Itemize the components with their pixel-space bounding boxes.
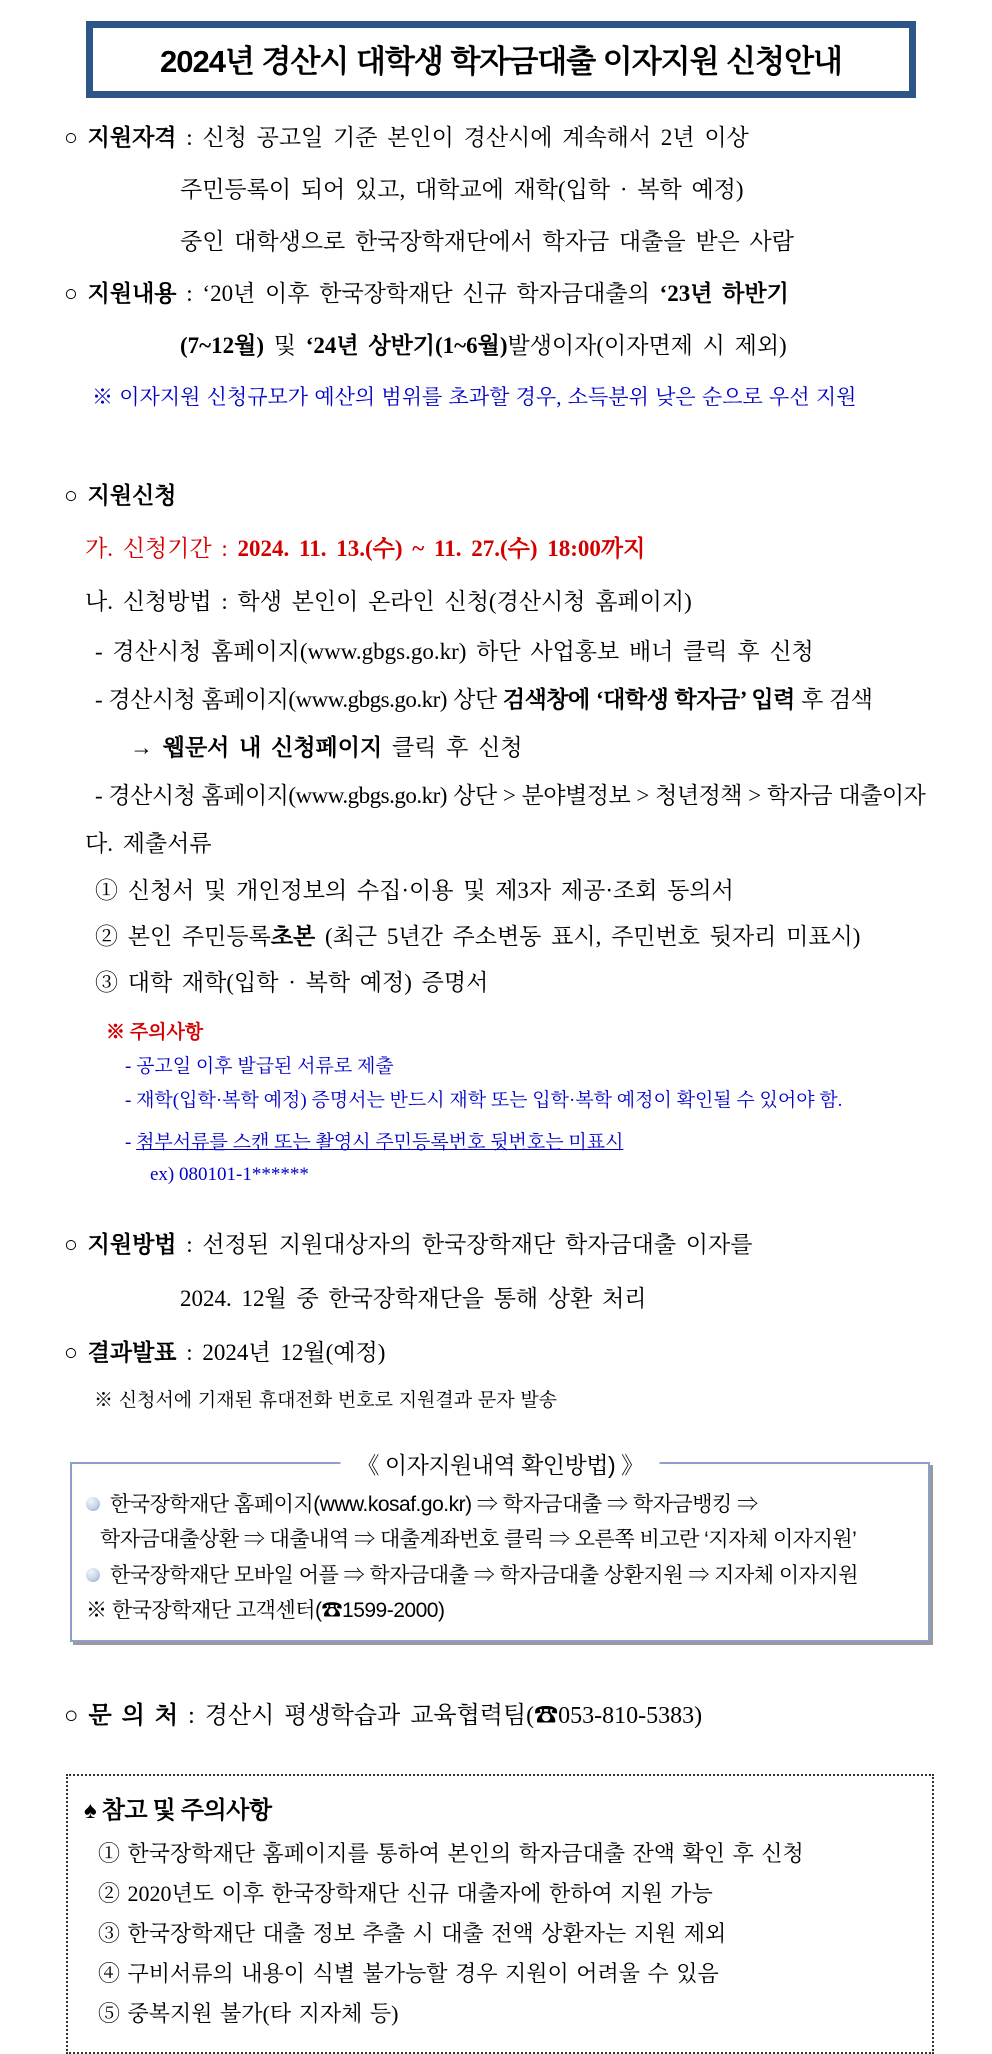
support-content-bold-3: ‘24년 상반기(1~6월) [305,333,508,358]
support-method-text: : 선정된 지원대상자의 한국장학재단 학자금대출 이자를 [176,1232,753,1257]
contact-text: : 경산시 평생학습과 교육협력팀(☎053-810-5383) [178,1702,703,1729]
support-content-mid: 및 [264,333,306,358]
result-text: : 2024년 12월(예정) [176,1340,386,1365]
submission-doc-3: ③ 대학 재학(입학 · 복학 예정) 증명서 [95,970,489,995]
reference-notes-title: 참고 및 주의사항 [96,1797,272,1824]
contact-line [64,1688,940,1744]
application-method-line: 나. 신청방법 : 학생 본인이 온라인 신청(경산시청 홈페이지) [85,589,692,614]
application-dash2-bold: 검색창에 ‘대학생 학자금’ 입력 [502,687,795,712]
circle-bullet: ○ [64,125,88,150]
result-label: 결과발표 [87,1340,177,1365]
check-method-mobile-text: 한국장학재단 모바일 어플 ⇒ 학자금대출 ⇒ 학자금대출 상환지원 ⇒ 지자체 이자지원 [110,1563,858,1587]
reference-note-1: ① 한국장학재단 홈페이지를 통하여 본인의 학자금대출 잔액 확인 후 신청 [98,1840,804,1866]
qualification-line-2: 주민등록이 되어 있고, 대학교에 재학(입학 · 복학 예정) [180,177,744,202]
support-content-bold-1: ‘23년 하반기 [659,281,789,306]
announcement-document [0,21,992,2026]
support-content-line-1 [64,268,940,320]
submission-doc2-tail: (최근 5년간 주소변동 표시, 주민번호 뒷자리 미표시) [315,924,861,949]
right-arrow-icon: → [130,735,163,760]
result-line [64,1326,940,1380]
caution-line3-dash: - [125,1132,137,1153]
contact-label: 문 의 처 [88,1702,179,1729]
support-method-label: 지원방법 [87,1232,177,1257]
submission-doc-1: ① 신청서 및 개인정보의 수집·이용 및 제3자 제공·조회 동의서 [95,878,734,903]
support-content-bold-2: (7~12월) [180,333,264,358]
spade-icon: ♠ [84,1797,97,1824]
budget-priority-note: ※ 이자지원 신청규모가 예산의 범위를 초과할 경우, 소득분위 낮은 순으로 우선 지원 [92,385,857,409]
application-arrow-line [64,724,940,772]
submission-doc-2 [64,914,940,960]
submission-doc2-bold: 초본 [270,924,316,949]
application-arrow-tail: 클릭 후 신청 [382,735,523,760]
reference-note-5: ⑤ 중복지원 불가(타 지자체 등) [98,2000,399,2026]
sphere-bullet-icon [86,1497,100,1511]
submission-docs-header: 다. 제출서류 [85,831,212,856]
caution-line3-underlined: 첨부서류를 스캔 또는 촬영시 주민등록번호 뒷번호는 미표시 [136,1132,624,1153]
support-content-line-2 [64,320,940,372]
check-method-web-line-2: 학자금대출상환 ⇒ 대출내역 ⇒ 대출계좌번호 클릭 ⇒ 오른쪽 비고란 ‘지자체 이자지원’ [100,1527,857,1551]
caution-line-1: - 공고일 이후 발급된 서류로 제출 [125,1056,394,1077]
document-title-box [86,21,916,98]
circle-bullet: ○ [64,1702,89,1729]
reference-note-3: ③ 한국장학재단 대출 정보 추출 시 대출 전액 상환자는 지원 제외 [98,1920,727,1946]
circle-bullet: ○ [64,1232,88,1257]
section-qualification [64,112,940,268]
application-dash-2 [64,676,940,724]
qualification-line-3: 중인 대학생으로 한국장학재단에서 학자금 대출을 받은 사람 [180,229,794,254]
result-sms-note: ※ 신청서에 기재된 휴대전화 번호로 지원결과 문자 발송 [94,1390,558,1411]
qualification-line-1 [64,112,940,164]
application-label: 지원신청 [87,483,177,508]
circle-bullet: ○ [64,281,88,306]
application-dash-1: - 경산시청 홈페이지(www.gbgs.go.kr) 하단 사업홍보 배너 클릭 후 신청 [95,639,814,664]
section-result [64,1326,940,1422]
reference-note-2: ② 2020년도 이후 한국장학재단 신규 대출자에 한하여 지원 가능 [98,1880,713,1906]
kosaf-callcenter-line: ※ 한국장학재단 고객센터(☎1599-2000) [86,1598,445,1622]
reference-notes-box [66,1774,934,2054]
interest-check-box [70,1452,930,1642]
submission-doc2-text: ② 본인 주민등록 [95,924,271,949]
circle-bullet: ○ [64,483,88,508]
check-method-web-text-1: 한국장학재단 홈페이지(www.kosaf.go.kr) ⇒ 학자금대출 ⇒ 학자금뱅킹 ⇒ [110,1492,758,1516]
document-title: 2024년 경산시 대학생 학자금대출 이자지원 신청안내 [160,44,842,79]
caution-line-3 [64,1126,940,1160]
section-support-method [64,1218,940,1326]
qualification-label: 지원자격 [87,125,177,150]
caution-header: ※ 주의사항 [106,1022,204,1043]
application-period-line [64,522,940,576]
caution-line-2: - 재학(입학·복학 예정) 증명서는 반드시 재학 또는 입학·복학 예정이 확인될 수 있어야 함. [125,1090,843,1111]
application-dash2-text: - 경산시청 홈페이지(www.gbgs.go.kr) 상단 [95,687,503,712]
circle-bullet: ○ [64,1340,88,1365]
check-method-web-line-1 [86,1486,916,1522]
support-content-label: 지원내용 [87,281,177,306]
section-support-content [64,268,940,418]
application-dash2-tail: 후 검색 [794,687,873,712]
support-method-line-1 [64,1218,940,1272]
application-period-label: 가. 신청기간 : [85,536,238,561]
application-arrow-bold: 웹문서 내 신청페이지 [162,735,383,760]
qualification-text: : 신청 공고일 기준 본인이 경산시에 계속해서 2년 이상 [176,125,749,150]
support-content-text: : ‘20년 이후 한국장학재단 신규 학자금대출의 [176,281,660,306]
interest-check-box-title: 《 이자지원내역 확인방법) 》 [340,1447,659,1480]
caution-example: ex) 080101-1****** [150,1164,309,1185]
sphere-bullet-icon [86,1568,100,1582]
reference-note-4: ④ 구비서류의 내용이 식별 불가능할 경우 지원이 어려울 수 있음 [98,1960,719,1986]
reference-notes-header [84,1788,916,1834]
section-application [64,470,940,1190]
support-method-line-2: 2024. 12월 중 한국장학재단을 통해 상환 처리 [180,1286,647,1311]
application-period-value: 2024. 11. 13.(수) ~ 11. 27.(수) 18:00까지 [237,536,646,561]
application-header [64,470,940,522]
support-content-tail: 발생이자(이자면제 시 제외) [507,333,787,358]
check-method-mobile-line [86,1557,916,1593]
application-dash-3: - 경산시청 홈페이지(www.gbgs.go.kr) 상단 > 분야별정보 > 청년정책 > 학자금 대출이자 [95,783,926,808]
